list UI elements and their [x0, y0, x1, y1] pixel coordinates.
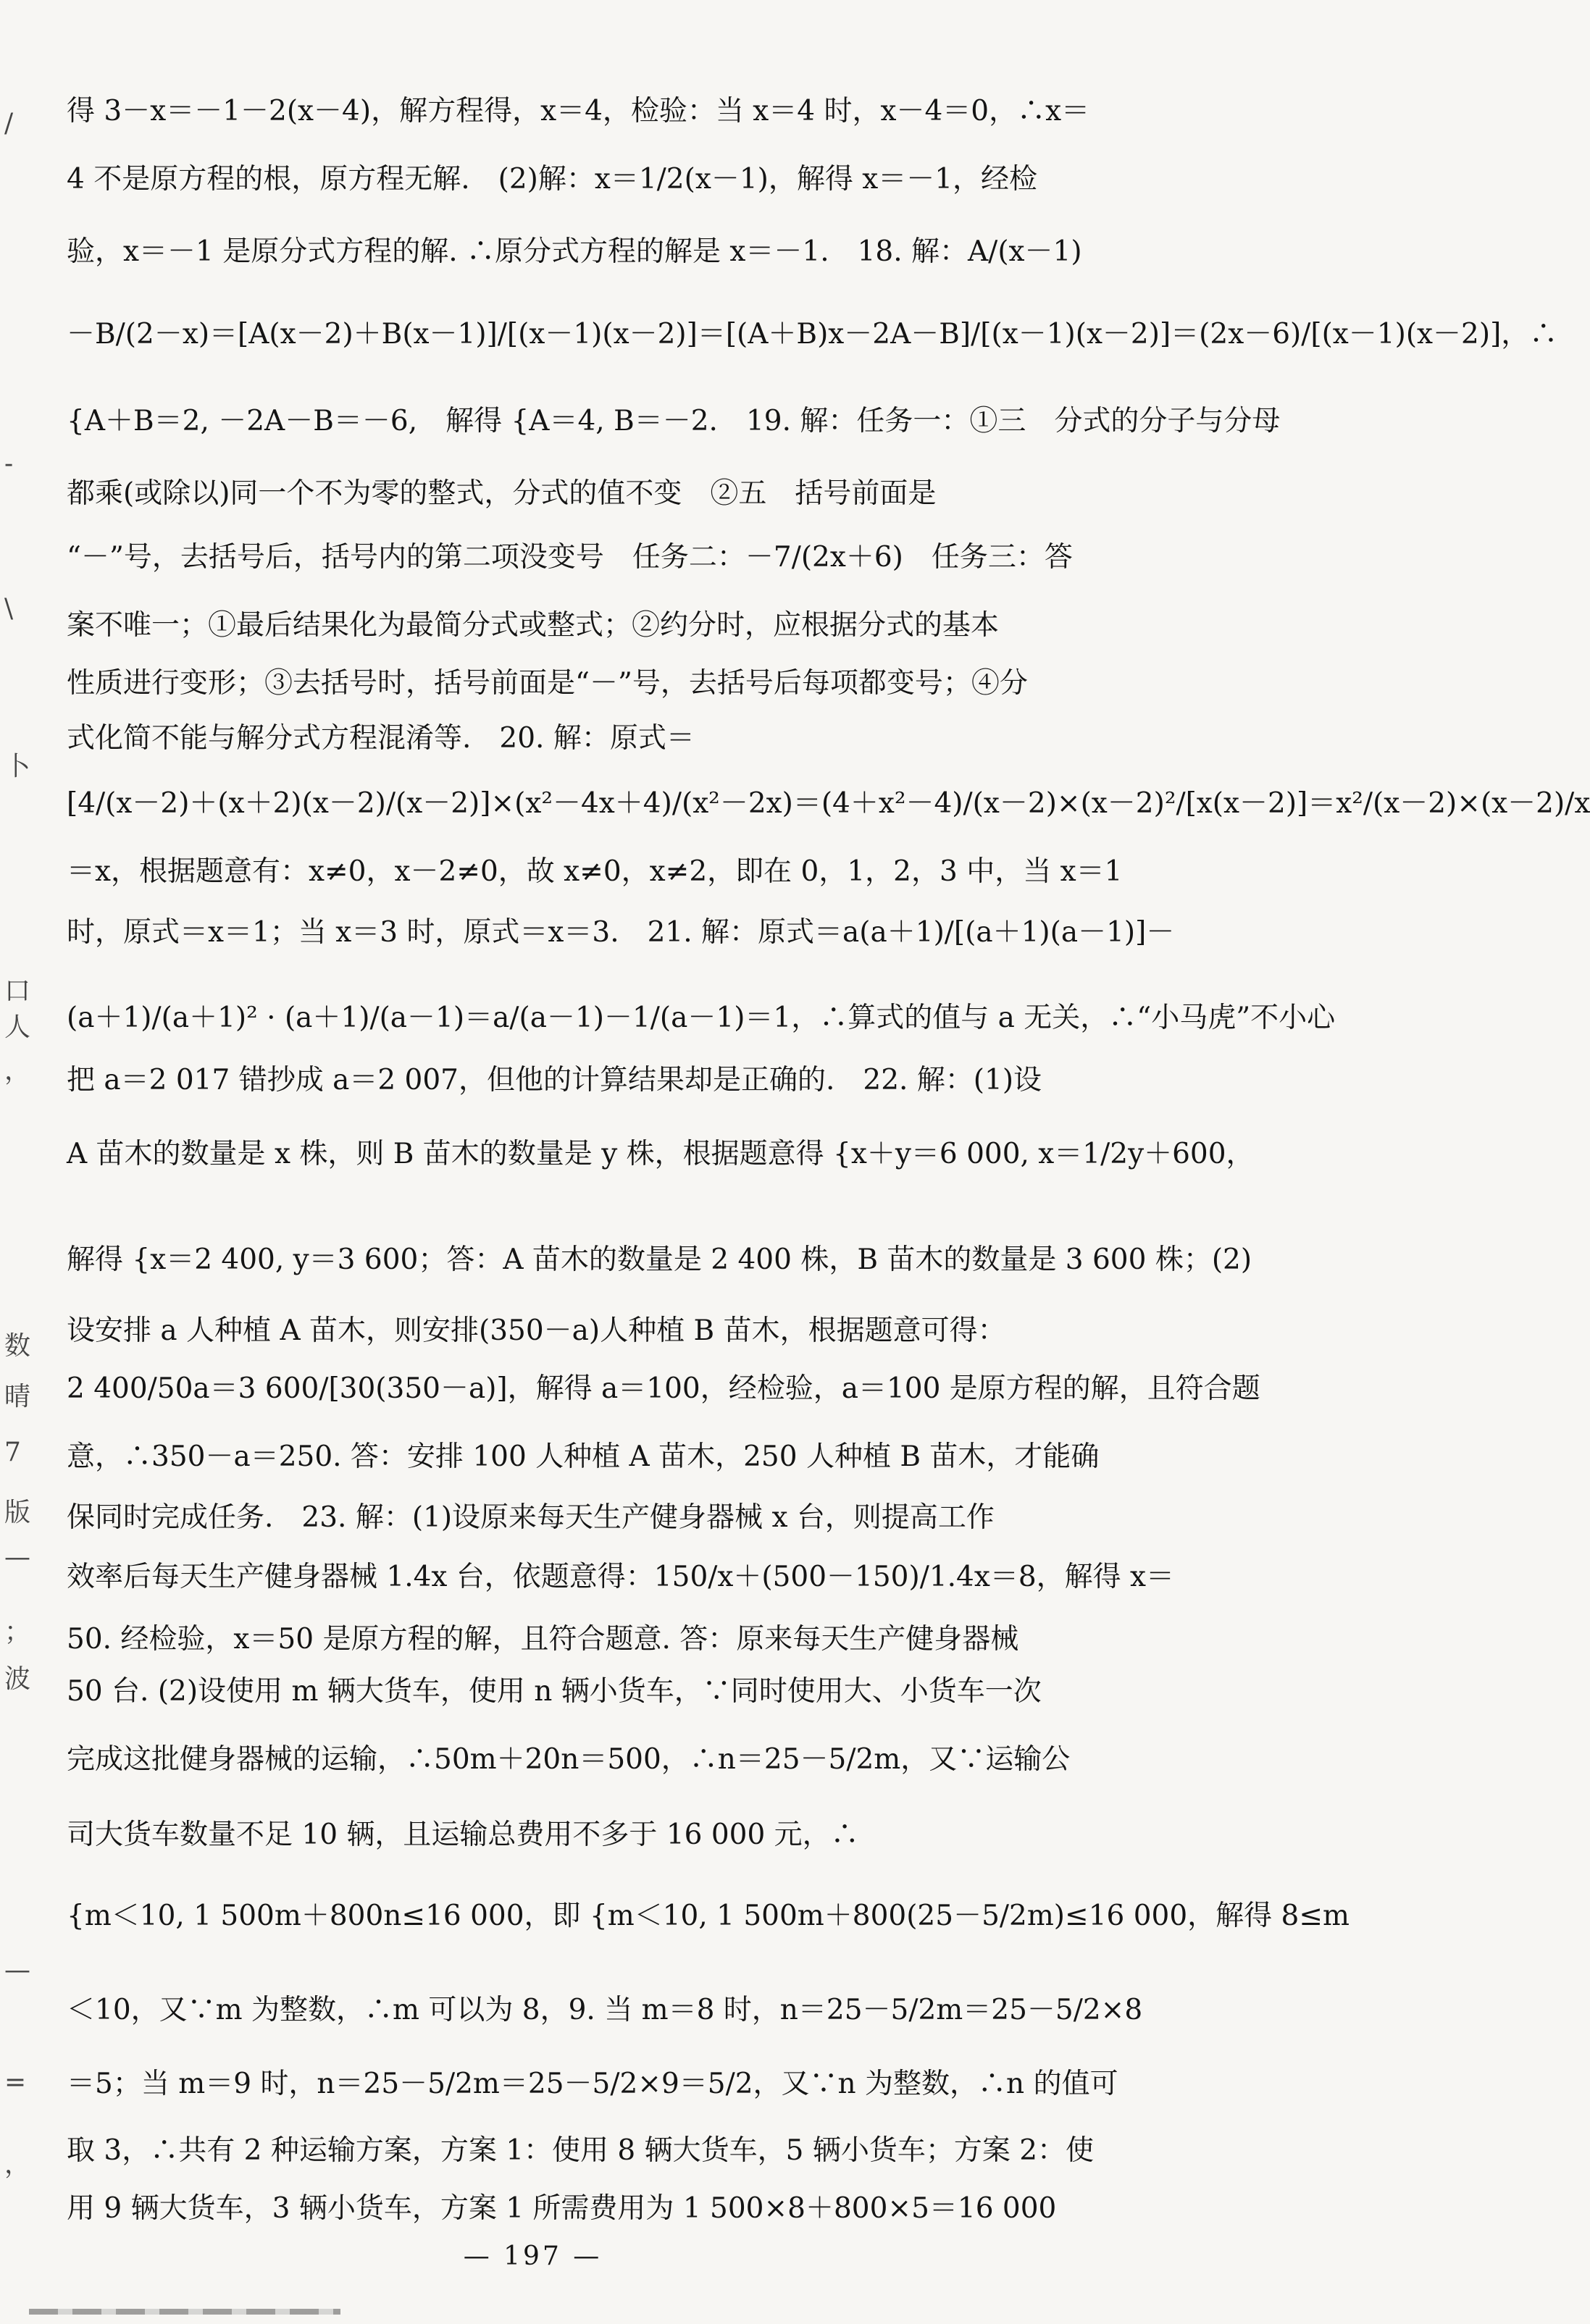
text-line: “－”号，去括号后，括号内的第二项没变号 任务二：－7/(2x＋6) 任务三：答 [67, 541, 1073, 574]
text-line: 用 9 辆大货车，3 辆小货车，方案 1 所需费用为 1 500×8＋800×5＝16 000 [67, 2192, 1057, 2225]
margin-mark: - [4, 449, 14, 479]
margin-mark: / [4, 109, 14, 138]
text-line: ＜10，又∵m 为整数，∴m 可以为 8，9. 当 m＝8 时，n＝25－5/2m＝25－5/2×8 [67, 1994, 1143, 2026]
text-line: 解得 {x＝2 400, y＝3 600；答：A 苗木的数量是 2 400 株，B 苗木的数量是 3 600 株；(2) [67, 1243, 1252, 1276]
text-line: 式化简不能与解分式方程混淆等. 20. 解：原式＝ [67, 722, 695, 755]
margin-mark: ； [4, 1617, 31, 1647]
margin-mark: 波 [4, 1664, 31, 1694]
text-line: 取 3，∴共有 2 种运输方案，方案 1：使用 8 辆大货车，5 辆小货车；方案 2：使 [67, 2134, 1095, 2167]
text-line: 50 台. (2)设使用 m 辆大货车，使用 n 辆小货车，∵同时使用大、小货车一次 [67, 1675, 1042, 1708]
text-line: 司大货车数量不足 10 辆，且运输总费用不多于 16 000 元，∴ [67, 1818, 859, 1851]
text-line: {m＜10, 1 500m＋800n≤16 000，即 {m＜10, 1 500m＋800(25－5/2m)≤16 000，解得 8≤m [67, 1900, 1350, 1932]
text-line: [4/(x－2)＋(x＋2)(x－2)/(x－2)]×(x²－4x＋4)/(x²－2x)＝(4＋x²－4)/(x－2)×(x－2)²/[x(x－2)]＝x²/(x－2)×(x－2)/x [67, 787, 1590, 820]
text-line: 案不唯一；①最后结果化为最简分式或整式；②约分时，应根据分式的基本 [67, 609, 1000, 642]
margin-mark: — [4, 1543, 30, 1572]
text-line: 把 a＝2 017 错抄成 a＝2 007，但他的计算结果却是正确的. 22. 解：(1)设 [67, 1064, 1042, 1096]
text-line: －B/(2－x)＝[A(x－2)＋B(x－1)]/[(x－1)(x－2)]＝[(A＋B)x－2A－B]/[(x－1)(x－2)]＝(2x－6)/[(x－1)(x－2)]，∴ [67, 318, 1558, 351]
margin-mark: 7 [4, 1438, 21, 1467]
margin-mark: 晴 [4, 1382, 31, 1411]
text-line: 50. 经检验，x＝50 是原方程的解，且符合题意. 答：原来每天生产健身器械 [67, 1623, 1019, 1656]
text-line: 4 不是原方程的根，原方程无解. (2)解：x＝1/2(x－1)，解得 x＝－1，经检 [67, 163, 1038, 196]
text-line: 时，原式＝x＝1；当 x＝3 时，原式＝x＝3. 21. 解：原式＝a(a＋1)/[(a＋1)(a－1)]－ [67, 916, 1175, 949]
text-line: 验，x＝－1 是原分式方程的解. ∴原分式方程的解是 x＝－1. 18. 解：A/(x－1) [67, 235, 1082, 268]
margin-mark: — [4, 1955, 30, 1985]
margin-mark: ， [4, 1056, 31, 1086]
margin-mark: 人 [4, 1012, 31, 1042]
margin-mark: 数 [4, 1331, 31, 1361]
text-line: ＝x，根据题意有：x≠0，x－2≠0，故 x≠0，x≠2，即在 0，1，2，3 中，当 x＝1 [67, 855, 1123, 888]
text-line: 效率后每天生产健身器械 1.4x 台，依题意得：150/x＋(500－150)/1.4x＝8，解得 x＝ [67, 1561, 1175, 1593]
text-line: 2 400/50a＝3 600/[30(350－a)]，解得 a＝100，经检验，a＝100 是原方程的解，且符合题 [67, 1372, 1260, 1405]
text-line: 得 3－x＝－1－2(x－4)，解方程得，x＝4，检验：当 x＝4 时，x－4＝0，∴x＝ [67, 95, 1090, 127]
text-line: 完成这批健身器械的运输，∴50m＋20n＝500，∴n＝25－5/2m，又∵运输公 [67, 1743, 1071, 1776]
margin-mark: 卜 [4, 752, 31, 781]
margin-mark: = [4, 2068, 27, 2097]
bottom-edge-strip [29, 2309, 340, 2315]
text-line: A 苗木的数量是 x 株，则 B 苗木的数量是 y 株，根据题意得 {x＋y＝6 000, x＝1/2y＋600， [67, 1138, 1255, 1170]
text-line: {A＋B＝2, －2A－B＝－6, 解得 {A＝4, B＝－2. 19. 解：任务一：①三 分式的分子与分母 [67, 405, 1281, 437]
page-number: — 197 — [463, 2241, 603, 2271]
text-line: (a＋1)/(a＋1)² · (a＋1)/(a－1)＝a/(a－1)－1/(a－1)＝1，∴算式的值与 a 无关，∴“小马虎”不小心 [67, 1002, 1336, 1034]
text-line: 性质进行变形；③去括号时，括号前面是“－”号，去括号后每项都变号；④分 [67, 667, 1028, 700]
text-line: 意，∴350－a＝250. 答：安排 100 人种植 A 苗木，250 人种植 B 苗木，才能确 [67, 1440, 1100, 1473]
text-line: 保同时完成任务. 23. 解：(1)设原来每天生产健身器械 x 台，则提高工作 [67, 1501, 995, 1534]
margin-mark: 版 [4, 1498, 31, 1527]
margin-mark: \ [4, 594, 14, 624]
text-line: 设安排 a 人种植 A 苗木，则安排(350－a)人种植 B 苗木，根据题意可得： [67, 1314, 1006, 1347]
text-line: ＝5；当 m＝9 时，n＝25－5/2m＝25－5/2×9＝5/2，又∵n 为整数，∴n 的值可 [67, 2068, 1118, 2100]
margin-mark: 口 [4, 976, 31, 1006]
margin-mark: ， [4, 2149, 31, 2179]
text-line: 都乘(或除以)同一个不为零的整式，分式的值不变 ②五 括号前面是 [67, 477, 937, 510]
